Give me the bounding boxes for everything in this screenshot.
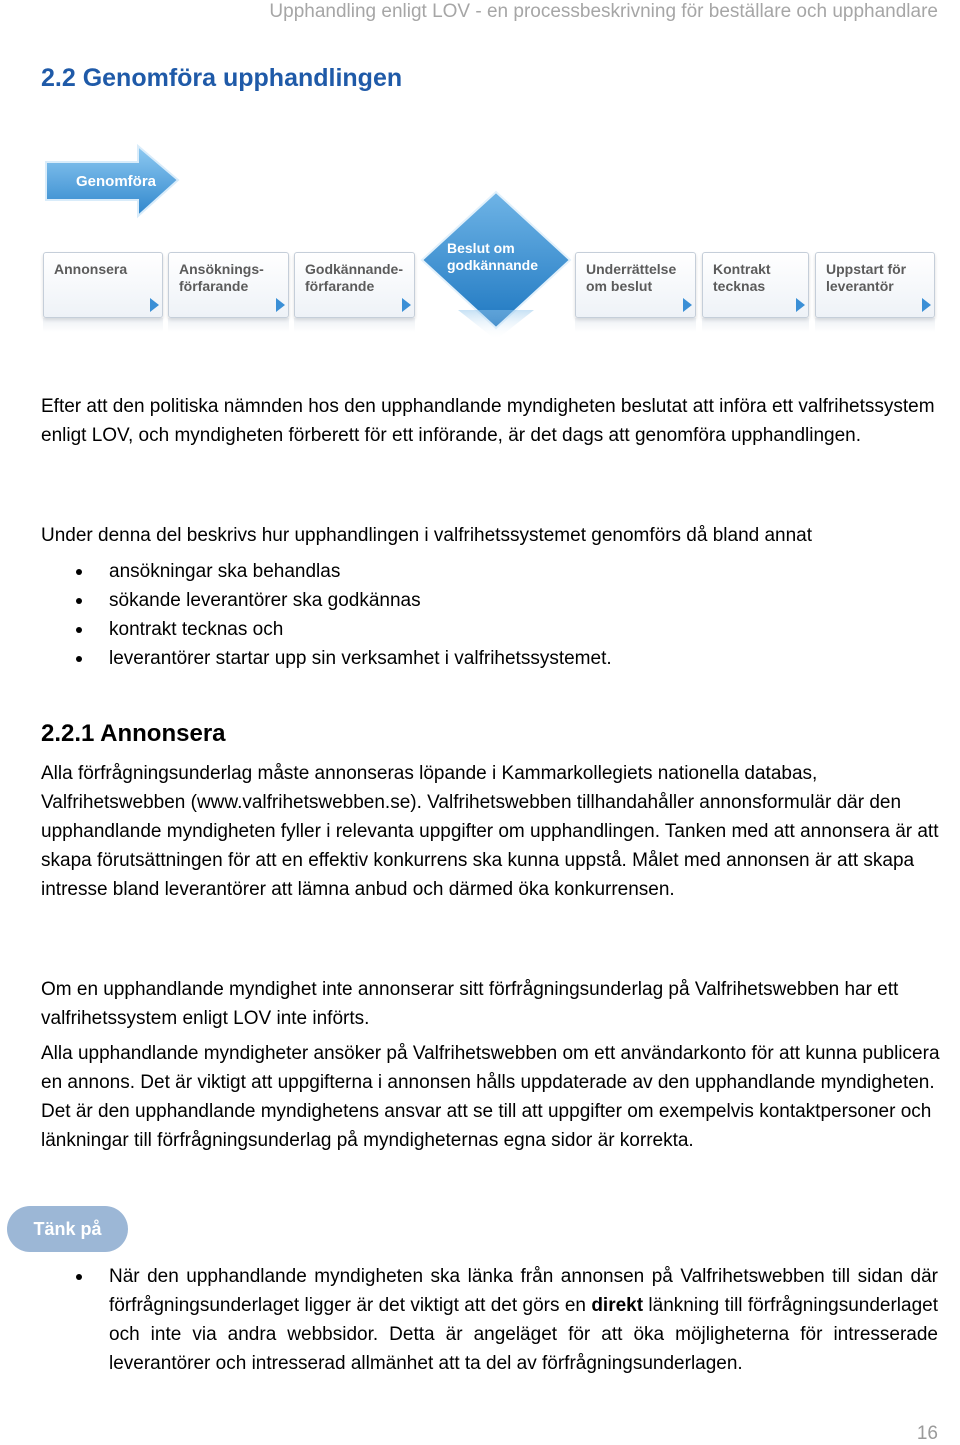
tip-item: [41, 1262, 938, 1378]
play-arrow-icon: [796, 298, 805, 312]
step-label: Kontrakt tecknas: [713, 261, 771, 294]
step-annonsera: [43, 252, 163, 318]
tip-list: [41, 1262, 938, 1378]
process-diagram: [38, 140, 938, 340]
box-reflection: [43, 318, 163, 332]
step-underrattelse: [575, 252, 696, 318]
list-item: ansökningar ska behandlas: [41, 557, 921, 586]
decision-diamond-reflection: [458, 310, 534, 340]
step-label: Uppstart för leverantör: [826, 261, 907, 294]
box-reflection: [294, 318, 415, 332]
decision-diamond-label: Beslut om godkännande: [447, 240, 539, 273]
intro-paragraph: Efter att den politiska nämnden hos den upphandlande myndigheten beslutat att införa ett valfrihetssystem enligt LOV, och myndigheten förberett för ett införande, är det dags att genomföra upphandlingen.: [41, 396, 935, 446]
tip-text-before: När den upphandlande myndigheten ska länka från annonsen på Valfrihetswebben till sidan där förfrågningsunderlaget ligger är det viktigt att det görs en: [109, 1266, 938, 1316]
step-label: Godkännande-förfarande: [305, 261, 404, 294]
annonsera-paragraph-3: Alla upphandlande myndigheter ansöker på Valfrihetswebben om ett användarkonto för att kunna publicera en annons. Det är viktigt att uppgifterna i annonsen hålls uppdaterade av den upphandlande myndigheten. Det är den upphandlande myndighetens ansvar att se till att uppgifter om exempelvis kontaktpersoner och länkningar till förfrågningsunderlag på myndigheternas egna sidor är korrekta.: [41, 1043, 940, 1151]
list-item: leverantörer startar upp sin verksamhet i valfrihetssystemet.: [41, 644, 921, 673]
intro-lead-paragraph: Under denna del beskrivs hur upphandlingen i valfrihetssystemet genomförs då bland annat: [41, 525, 813, 546]
list-item: sökande leverantörer ska godkännas: [41, 586, 921, 615]
annonsera-paragraph-1: Alla förfrågningsunderlag måste annonseras löpande i Kammarkollegiets nationella databas, Valfrihetswebben (www.valfrihetswebben.se). Valfrihetswebben tillhandahåller annonsformulär där den upphandlande myndigheten fyller i relevanta uppgifter om upphandlingen. Tanken med att annonsera är att skapa förutsättningen för att en effektiv konkurrens ska kunna uppstå. Målet med annonsen är att skapa intresse bland leverantörer att lämna anbud och därmed öka konkurrensen.: [41, 763, 939, 900]
think-about-badge: Tänk på: [7, 1206, 128, 1252]
page-number: 16: [916, 1423, 938, 1444]
tip-text-bold: direkt: [591, 1295, 644, 1316]
play-arrow-icon: [150, 298, 159, 312]
tip-text-after: länkning till förfrågningsunderlaget och inte via andra webbsidor. Detta är angeläget för att öka möjligheterna för intresserade leverantörer och intresserad allmänhet att ta del av förfrågningsunderlagen.: [109, 1295, 938, 1374]
box-reflection: [702, 318, 809, 332]
step-label: Ansöknings-förfarande: [179, 261, 264, 294]
play-arrow-icon: [276, 298, 285, 312]
running-header: Upphandling enligt LOV - en processbeskrivning för beställare och upphandlare: [269, 1, 938, 22]
step-uppstart: [815, 252, 935, 318]
step-godkannandeforfarande: [294, 252, 415, 318]
play-arrow-icon: [922, 298, 931, 312]
genomfora-label: Genomföra: [76, 173, 157, 190]
step-ansokningsforfarande: [168, 252, 289, 318]
play-arrow-icon: [402, 298, 411, 312]
subsection-title: 2.2.1 Annonsera: [41, 720, 226, 747]
intro-bullet-list: [41, 557, 921, 673]
step-label: Annonsera: [54, 261, 128, 277]
section-title: 2.2 Genomföra upphandlingen: [41, 64, 403, 92]
box-reflection: [168, 318, 289, 332]
play-arrow-icon: [683, 298, 692, 312]
annonsera-paragraph-2: Om en upphandlande myndighet inte annonserar sitt förfrågningsunderlag på Valfrihetswebben har ett valfrihetssystem enligt LOV inte införts.: [41, 979, 899, 1029]
box-reflection: [575, 318, 696, 332]
step-label: Underrättelse om beslut: [586, 261, 677, 294]
step-kontrakt: [702, 252, 809, 318]
box-reflection: [815, 318, 935, 332]
list-item: kontrakt tecknas och: [41, 615, 921, 644]
